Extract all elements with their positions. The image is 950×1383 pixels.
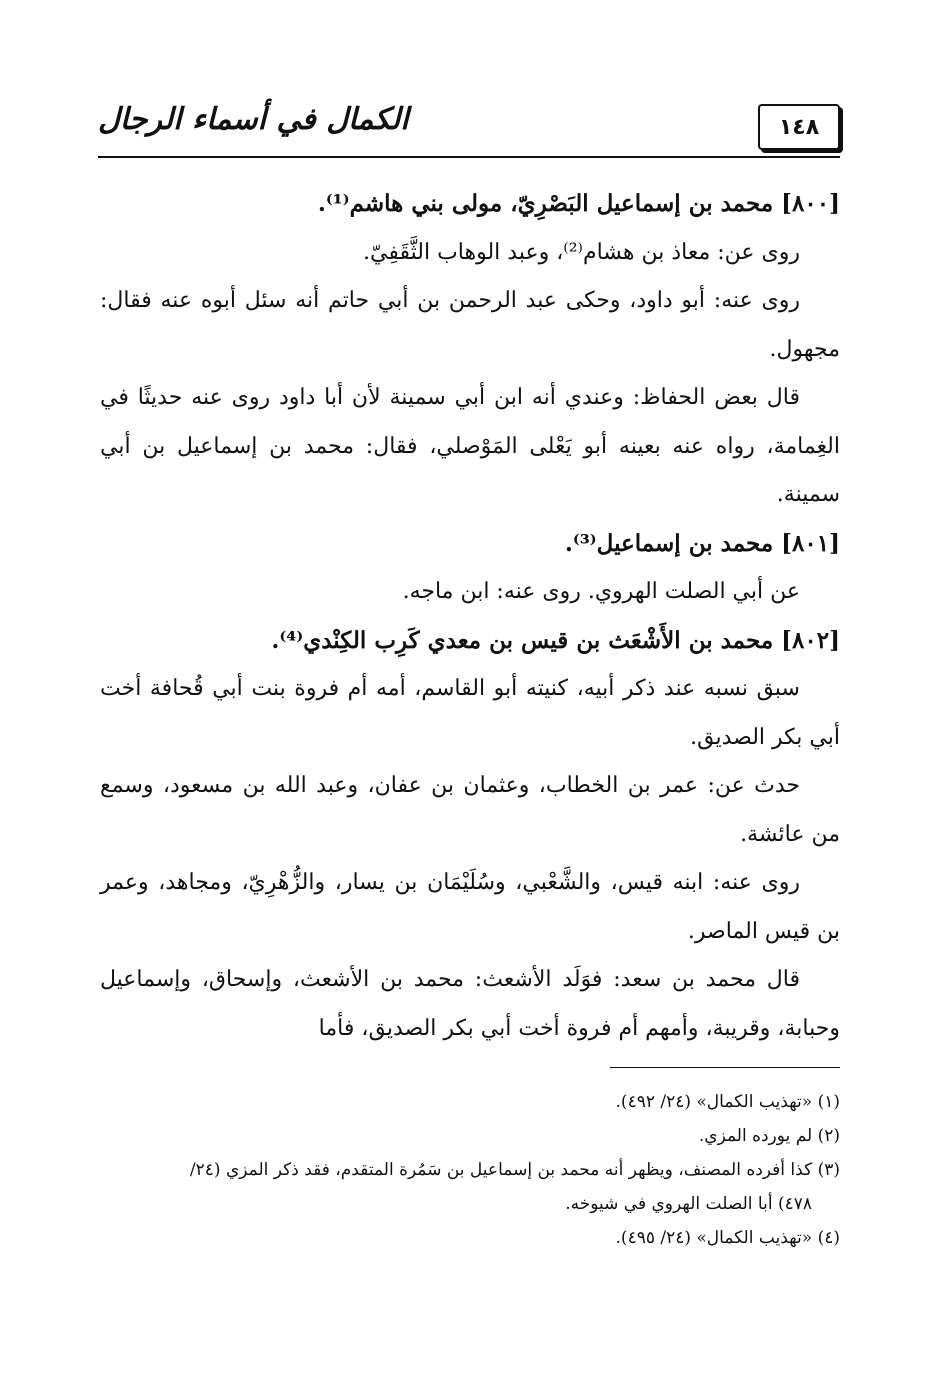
entry-heading-801: [٨٠١] محمد بن إسماعيل⁽³⁾.	[564, 529, 840, 557]
paragraph: روى عنه: أبو داود، وحكى عبد الرحمن بن أبي حاتم أنه سئل أبوه عنه فقال: مجهول.	[100, 288, 840, 362]
paragraph: روى عنه: ابنه قيس، والشَّعْبي، وسُلَيْمَان بن يسار، والزُّهْرِيّ، ومجاهد، وعمر بن قيس الماصر.	[100, 870, 840, 944]
entry-heading-802: [٨٠٢] محمد بن الأَشْعَث بن قيس بن معدي كَرِب الكِنْدي⁽⁴⁾.	[271, 626, 840, 654]
footnote-2: (٢) لم يورده المزي.	[698, 1126, 840, 1146]
page-header	[98, 96, 840, 158]
page-number: ١٤٨	[778, 114, 820, 140]
footnote-1: (١) «تهذيب الكمال» (٢٤/ ٤٩٢).	[615, 1092, 840, 1112]
footnote-4: (٤) «تهذيب الكمال» (٢٤/ ٤٩٥).	[615, 1228, 840, 1248]
page-number-box	[758, 104, 840, 150]
paragraph: عن أبي الصلت الهروي. روى عنه: ابن ماجه.	[402, 579, 800, 604]
paragraph: حدث عن: عمر بن الخطاب، وعثمان بن عفان، وعبد الله بن مسعود، وسمع من عائشة.	[100, 773, 840, 847]
paragraph: قال بعض الحفاظ: وعندي أنه ابن أبي سمينة لأن أبا داود روى عنه حديثًا في الغِمامة، رواه عنه بعينه أبو يَعْلى المَوْصلي، فقال: محمد بن إسماعيل بن أبي سمينة.	[100, 385, 840, 507]
header-rule	[98, 156, 840, 158]
paragraph: سبق نسبه عند ذكر أبيه، كنيته أبو القاسم، أمه أم فروة بنت أبي قُحافة أخت أبي بكر الصديق.	[100, 676, 840, 750]
paragraph: قال محمد بن سعد: فوَلَد الأشعث: محمد بن الأشعث، وإسحاق، وإسماعيل وحبابة، وقريبة، وأمهم أم فروة أخت أبي بكر الصديق، فأما	[100, 967, 840, 1041]
main-text	[100, 180, 840, 1053]
running-title: الكمال في أسماء الرجال	[98, 102, 409, 137]
footnote-3: (٣) كذا أفرده المصنف، ويظهر أنه محمد بن إسماعيل بن سَمُرة المتقدم، فقد ذكر المزي (٢٤/	[189, 1160, 840, 1180]
footnote-3-continuation: ٤٧٨) أبا الصلت الهروي في شيوخه.	[565, 1194, 812, 1214]
entry-heading-800: [٨٠٠] محمد بن إسماعيل البَصْرِيّ، مولى بني هاشم⁽¹⁾.	[317, 190, 840, 217]
footnotes	[100, 1085, 840, 1255]
paragraph: روى عن: معاذ بن هشام⁽²⁾، وعبد الوهاب الثَّقَفِيّ.	[363, 239, 800, 265]
footnote-separator	[610, 1067, 840, 1068]
